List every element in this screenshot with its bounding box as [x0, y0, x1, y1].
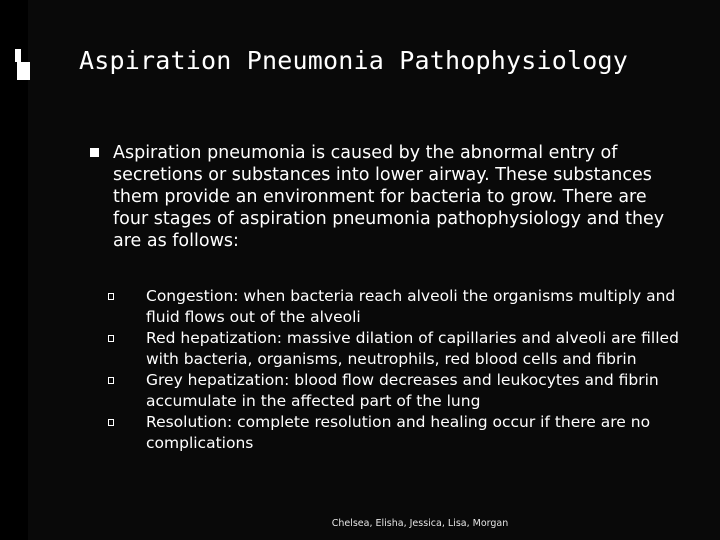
hollow-square-bullet-icon: [108, 419, 114, 426]
square-bullet-icon: [90, 148, 99, 157]
sub-bullet-list: [106, 286, 686, 454]
sub-bullet-text: Resolution: complete resolution and healing occur if there are no complications: [146, 413, 651, 452]
sub-bullet-red-hepatization: [106, 328, 686, 370]
slide-title: Aspiration Pneumonia Pathophysiology: [79, 46, 629, 75]
sub-bullet-text: Grey hepatization: blood flow decreases and leukocytes and fibrin accumulate in the affected part of the lung: [146, 371, 659, 410]
accent-bar-thin: [15, 49, 21, 62]
sub-bullet-text: Red hepatization: massive dilation of capillaries and alveoli are filled with bacteria, organisms, neutrophils, red blood cells and fibrin: [146, 329, 679, 368]
hollow-square-bullet-icon: [108, 377, 114, 384]
main-bullet-text: Aspiration pneumonia is caused by the abnormal entry of secretions or substances into lower airway. These substances them provide an environment for bacteria to grow. There are four stages of aspiration pneumonia pathophysiology and they are as follows:: [113, 143, 665, 251]
slide-footer: Chelsea, Elisha, Jessica, Lisa, Morgan: [331, 518, 509, 529]
sub-bullet-grey-hepatization: [106, 370, 686, 412]
hollow-square-bullet-icon: [108, 293, 114, 300]
sub-bullet-text: Congestion: when bacteria reach alveoli the organisms multiply and fluid flows out of the alveoli: [146, 287, 676, 326]
sub-bullet-resolution: [106, 412, 686, 454]
slide-panel: [28, 0, 720, 540]
accent-bar-thick: [17, 62, 30, 80]
main-bullet: [90, 142, 680, 252]
hollow-square-bullet-icon: [108, 335, 114, 342]
sub-bullet-congestion: [106, 286, 686, 328]
